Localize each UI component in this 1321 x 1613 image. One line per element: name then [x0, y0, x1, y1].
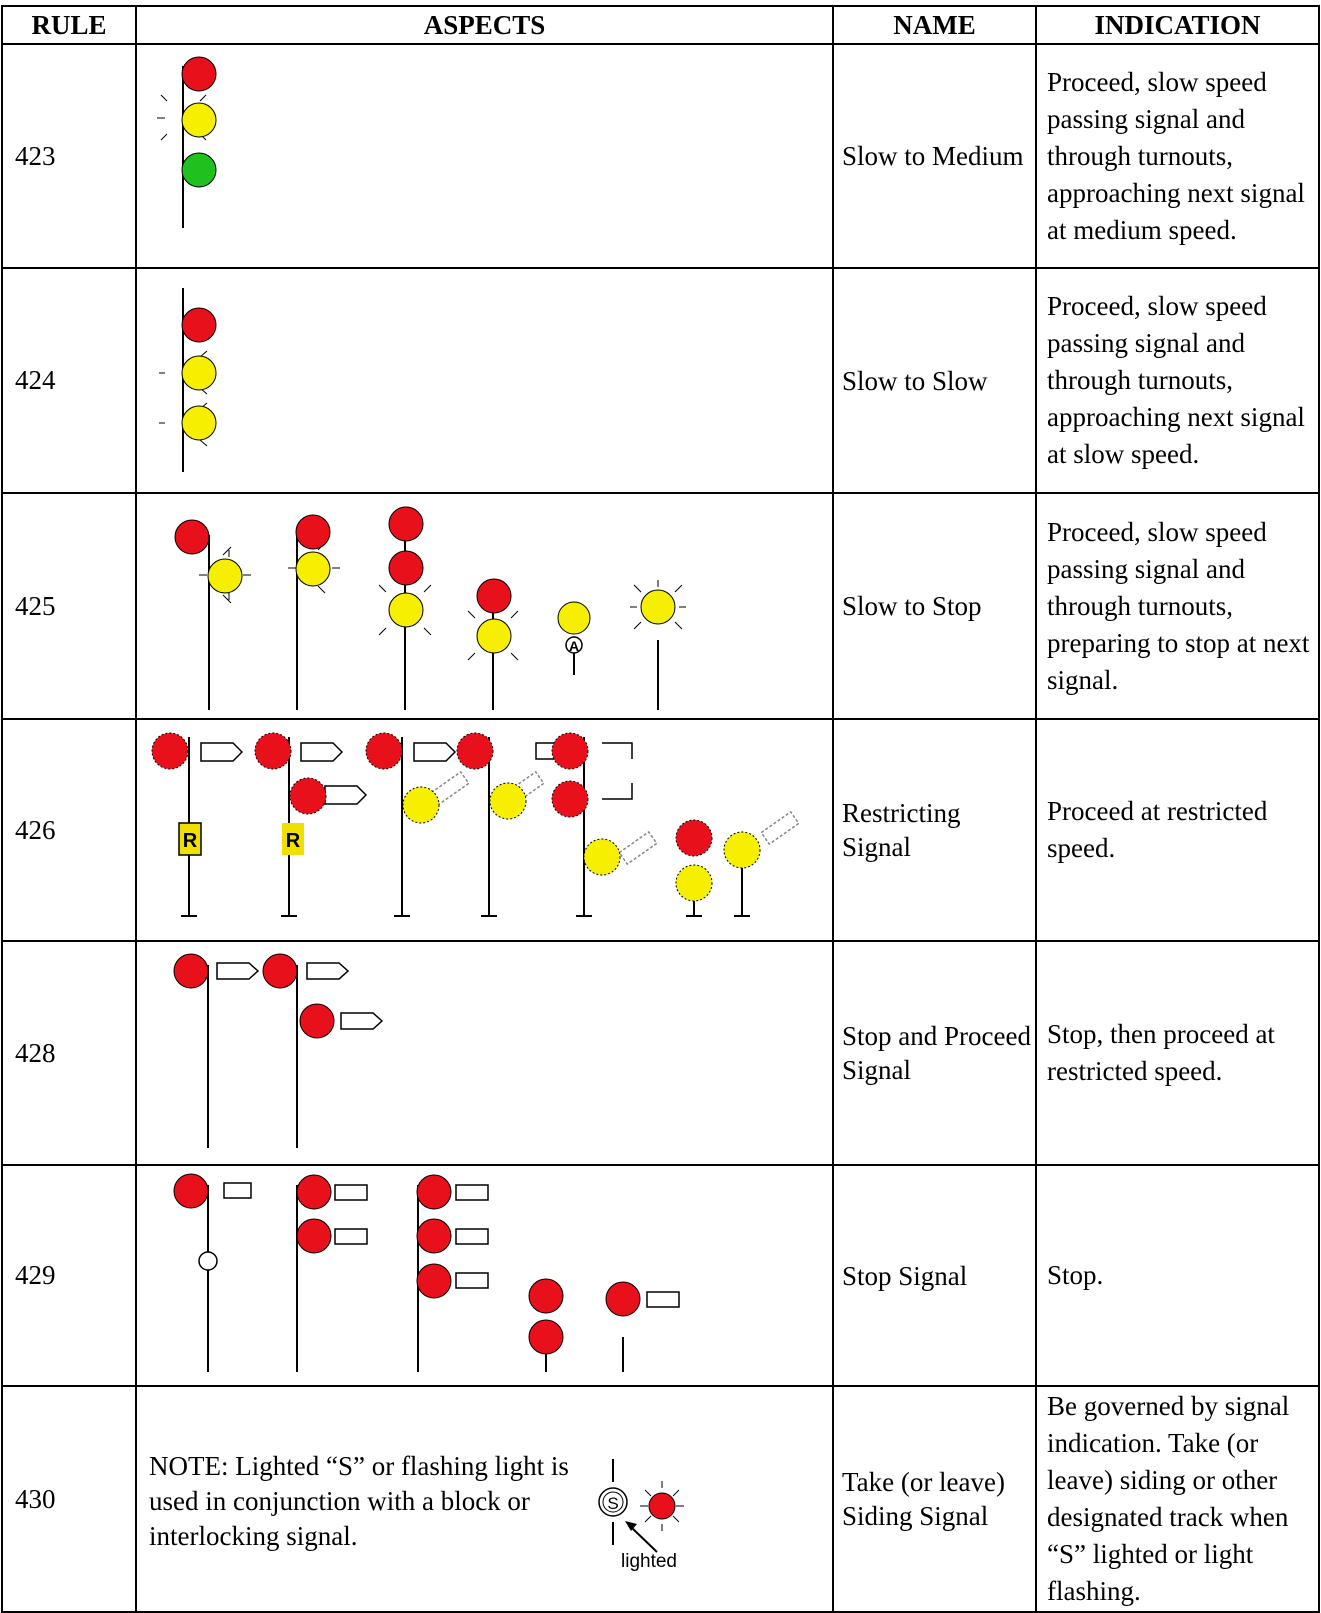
table-row — [2, 44, 1319, 268]
aspect-name: Slow to Medium — [833, 44, 1036, 268]
table-row — [2, 1386, 1319, 1612]
aspects-cell — [136, 1386, 833, 1612]
header-row — [2, 6, 1319, 44]
aspect-indication: Proceed at restricted speed. — [1036, 719, 1319, 941]
aspects-cell — [136, 719, 833, 941]
figure-label: lighted — [621, 1551, 677, 1572]
signal-aspect-icon — [137, 270, 830, 491]
marker-s: S — [607, 1494, 619, 1513]
aspect-indication: Be governed by signal indication. Take (or leave) siding or other designated track when “S” lighted or light flashing. — [1036, 1386, 1319, 1612]
header-name: NAME — [833, 6, 1036, 44]
marker-r: R — [182, 830, 198, 852]
signal-aspect-icon — [137, 1167, 830, 1384]
aspects-cell — [136, 493, 833, 719]
signal-aspect-icon — [137, 943, 830, 1163]
siding-signal-icon — [137, 1387, 830, 1609]
rule-number: 423 — [2, 44, 136, 268]
rule-number: 430 — [2, 1386, 136, 1612]
signal-rules-table — [1, 5, 1320, 1613]
rule-number: 428 — [2, 941, 136, 1165]
aspects-cell — [136, 941, 833, 1165]
rule-number: 425 — [2, 493, 136, 719]
aspect-indication: Stop, then proceed at restricted speed. — [1036, 941, 1319, 1165]
aspect-name: Take (or leave) Siding Signal — [833, 1386, 1036, 1612]
signal-aspect-icon — [137, 721, 830, 939]
rule-number: 429 — [2, 1165, 136, 1386]
aspects-cell — [136, 1165, 833, 1386]
aspect-indication: Proceed, slow speed passing signal and through turnouts, approaching next signal at slow speed. — [1036, 268, 1319, 493]
marker-r: R — [285, 830, 301, 852]
table-row — [2, 941, 1319, 1165]
aspect-name: Slow to Slow — [833, 268, 1036, 493]
table-row — [2, 719, 1319, 941]
rule-number: 424 — [2, 268, 136, 493]
header-aspects: ASPECTS — [136, 6, 833, 44]
aspect-note: NOTE: Lighted “S” or flashing light is used in conjunction with a block or interlocking signal. — [149, 1451, 569, 1551]
table-row — [2, 1165, 1319, 1386]
aspect-name: Slow to Stop — [833, 493, 1036, 719]
rule-number: 426 — [2, 719, 136, 941]
aspect-indication: Proceed, slow speed passing signal and through turnouts, preparing to stop at next signal. — [1036, 493, 1319, 719]
aspect-name: Restricting Signal — [833, 719, 1036, 941]
signal-aspect-icon — [137, 495, 830, 717]
header-indication: INDICATION — [1036, 6, 1319, 44]
aspect-indication: Proceed, slow speed passing signal and through turnouts, approaching next signal at medium speed. — [1036, 44, 1319, 268]
table-row — [2, 493, 1319, 719]
aspect-name: Stop and Proceed Signal — [833, 941, 1036, 1165]
header-rule: RULE — [2, 6, 136, 44]
aspects-cell — [136, 44, 833, 268]
marker-a: A — [568, 638, 580, 654]
aspect-indication: Stop. — [1036, 1165, 1319, 1386]
signal-aspect-icon — [137, 46, 830, 266]
aspect-name: Stop Signal — [833, 1165, 1036, 1386]
table-row — [2, 268, 1319, 493]
aspects-cell — [136, 268, 833, 493]
